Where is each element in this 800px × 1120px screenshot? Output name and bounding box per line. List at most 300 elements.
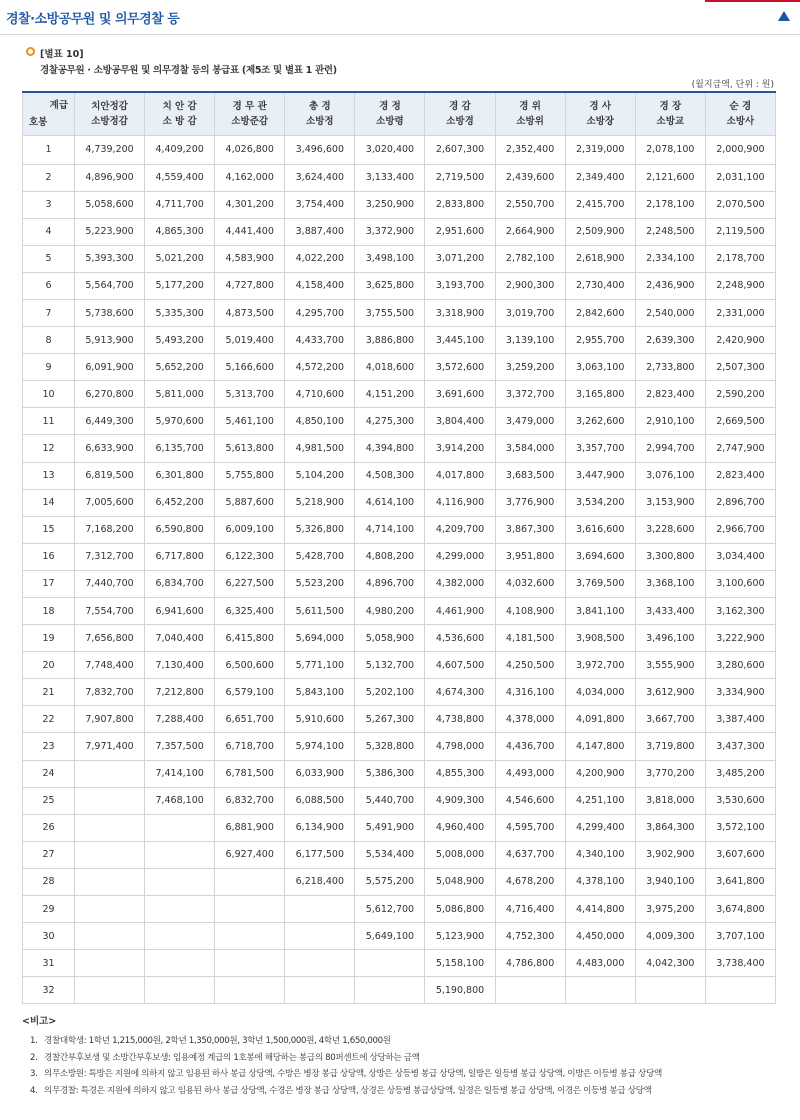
salary-cell: 5,058,600 bbox=[75, 191, 145, 218]
salary-cell: 2,078,100 bbox=[635, 135, 705, 164]
salary-cell: 2,607,300 bbox=[425, 135, 495, 164]
salary-cell: 5,313,700 bbox=[215, 381, 285, 408]
salary-cell: 4,009,300 bbox=[635, 923, 705, 950]
salary-cell: 5,461,100 bbox=[215, 408, 285, 435]
salary-cell: 4,026,800 bbox=[215, 135, 285, 164]
salary-cell: 4,158,400 bbox=[285, 272, 355, 299]
salary-cell: 2,823,400 bbox=[705, 462, 775, 489]
salary-cell: 7,130,400 bbox=[145, 652, 215, 679]
salary-cell: 4,981,500 bbox=[285, 435, 355, 462]
salary-cell: 7,288,400 bbox=[145, 706, 215, 733]
salary-cell: 4,873,500 bbox=[215, 299, 285, 326]
column-header bbox=[565, 92, 635, 135]
column-header-fire: 소방교 bbox=[656, 115, 685, 127]
notes-heading: <비고> bbox=[22, 1016, 57, 1027]
salary-cell bbox=[565, 977, 635, 1004]
salary-cell: 4,583,900 bbox=[215, 245, 285, 272]
salary-cell: 4,251,100 bbox=[565, 787, 635, 814]
salary-cell: 5,086,800 bbox=[425, 896, 495, 923]
table-row bbox=[23, 218, 776, 245]
table-row bbox=[23, 164, 776, 191]
salary-cell: 5,970,600 bbox=[145, 408, 215, 435]
salary-cell: 5,611,500 bbox=[285, 598, 355, 625]
salary-cell: 6,227,500 bbox=[215, 570, 285, 597]
salary-cell: 3,940,100 bbox=[635, 868, 705, 895]
salary-cell: 3,770,200 bbox=[635, 760, 705, 787]
salary-cell: 2,910,100 bbox=[635, 408, 705, 435]
note-item bbox=[30, 1034, 662, 1051]
salary-cell: 2,550,700 bbox=[495, 191, 565, 218]
salary-cell: 6,033,900 bbox=[285, 760, 355, 787]
salary-cell: 2,639,300 bbox=[635, 327, 705, 354]
column-header bbox=[635, 92, 705, 135]
accent-line bbox=[705, 0, 800, 2]
salary-cell: 5,123,900 bbox=[425, 923, 495, 950]
column-header bbox=[425, 92, 495, 135]
salary-cell: 3,447,900 bbox=[565, 462, 635, 489]
salary-cell: 3,372,700 bbox=[495, 381, 565, 408]
salary-cell bbox=[75, 896, 145, 923]
salary-cell bbox=[705, 977, 775, 1004]
salary-cell: 4,250,500 bbox=[495, 652, 565, 679]
step-cell: 7 bbox=[23, 299, 75, 326]
salary-cell: 3,867,300 bbox=[495, 516, 565, 543]
table-row bbox=[23, 814, 776, 841]
column-header bbox=[355, 92, 425, 135]
salary-cell: 3,100,600 bbox=[705, 570, 775, 597]
salary-cell bbox=[215, 896, 285, 923]
annex-label: [별표 10] bbox=[40, 49, 84, 60]
salary-cell: 2,842,600 bbox=[565, 299, 635, 326]
column-header-police: 치 안 감 bbox=[162, 100, 197, 112]
salary-cell: 3,262,600 bbox=[565, 408, 635, 435]
salary-cell: 4,710,600 bbox=[285, 381, 355, 408]
column-header-fire: 소방정감 bbox=[91, 115, 128, 127]
step-cell: 10 bbox=[23, 381, 75, 408]
column-header bbox=[495, 92, 565, 135]
salary-cell: 3,318,900 bbox=[425, 299, 495, 326]
salary-cell: 2,436,900 bbox=[635, 272, 705, 299]
salary-cell: 6,651,700 bbox=[215, 706, 285, 733]
salary-cell: 7,440,700 bbox=[75, 570, 145, 597]
salary-cell: 3,496,100 bbox=[635, 625, 705, 652]
salary-cell: 2,823,400 bbox=[635, 381, 705, 408]
salary-cell: 2,669,500 bbox=[705, 408, 775, 435]
salary-cell: 5,523,200 bbox=[285, 570, 355, 597]
salary-cell: 6,301,800 bbox=[145, 462, 215, 489]
salary-cell: 3,063,100 bbox=[565, 354, 635, 381]
salary-cell: 2,178,100 bbox=[635, 191, 705, 218]
salary-cell: 6,270,800 bbox=[75, 381, 145, 408]
column-header bbox=[215, 92, 285, 135]
salary-cell: 4,614,100 bbox=[355, 489, 425, 516]
salary-cell: 3,334,900 bbox=[705, 679, 775, 706]
salary-cell: 4,738,800 bbox=[425, 706, 495, 733]
salary-cell: 4,716,400 bbox=[495, 896, 565, 923]
salary-cell: 4,546,600 bbox=[495, 787, 565, 814]
salary-cell: 2,352,400 bbox=[495, 135, 565, 164]
salary-cell: 6,633,900 bbox=[75, 435, 145, 462]
column-header-police: 경 무 관 bbox=[232, 100, 267, 112]
salary-cell: 5,613,800 bbox=[215, 435, 285, 462]
step-cell: 11 bbox=[23, 408, 75, 435]
salary-cell: 2,509,900 bbox=[565, 218, 635, 245]
salary-cell bbox=[145, 896, 215, 923]
salary-cell: 5,335,300 bbox=[145, 299, 215, 326]
salary-cell: 6,218,400 bbox=[285, 868, 355, 895]
column-header bbox=[145, 92, 215, 135]
salary-cell bbox=[285, 896, 355, 923]
salary-cell: 6,091,900 bbox=[75, 354, 145, 381]
table-row bbox=[23, 435, 776, 462]
column-header-fire: 소 방 감 bbox=[162, 115, 197, 127]
salary-cell: 4,091,800 bbox=[565, 706, 635, 733]
salary-cell: 5,771,100 bbox=[285, 652, 355, 679]
salary-cell: 4,108,900 bbox=[495, 598, 565, 625]
salary-cell: 4,034,000 bbox=[565, 679, 635, 706]
salary-cell: 7,554,700 bbox=[75, 598, 145, 625]
table-row bbox=[23, 868, 776, 895]
salary-cell: 5,493,200 bbox=[145, 327, 215, 354]
step-cell: 25 bbox=[23, 787, 75, 814]
salary-cell: 2,733,800 bbox=[635, 354, 705, 381]
step-cell: 6 bbox=[23, 272, 75, 299]
column-header-fire: 소방장 bbox=[586, 115, 614, 127]
note-text: 의무경찰: 특경은 지원에 의하지 않고 임용된 하사 봉급 상당액, 수경은 병장 봉급 상당액, 상경은 상등병 봉급상당액, 일경은 일등병 봉급 상당액, 이경은 이등병 봉급 상당액 bbox=[44, 1085, 652, 1096]
salary-cell: 4,147,800 bbox=[565, 733, 635, 760]
step-cell: 31 bbox=[23, 950, 75, 977]
salary-cell: 2,248,500 bbox=[635, 218, 705, 245]
salary-cell: 4,678,200 bbox=[495, 868, 565, 895]
salary-cell: 3,864,300 bbox=[635, 814, 705, 841]
salary-cell: 3,887,400 bbox=[285, 218, 355, 245]
salary-cell: 5,491,900 bbox=[355, 814, 425, 841]
collapse-arrow-icon[interactable] bbox=[778, 11, 790, 21]
salary-cell: 7,212,800 bbox=[145, 679, 215, 706]
salary-cell: 4,151,200 bbox=[355, 381, 425, 408]
salary-cell: 2,896,700 bbox=[705, 489, 775, 516]
step-cell: 13 bbox=[23, 462, 75, 489]
step-cell: 14 bbox=[23, 489, 75, 516]
column-header-fire: 소방사 bbox=[726, 115, 755, 127]
salary-cell: 5,386,300 bbox=[355, 760, 425, 787]
salary-cell: 2,664,900 bbox=[495, 218, 565, 245]
salary-cell: 3,020,400 bbox=[355, 135, 425, 164]
salary-cell: 3,228,600 bbox=[635, 516, 705, 543]
salary-cell: 7,907,800 bbox=[75, 706, 145, 733]
salary-cell: 6,819,500 bbox=[75, 462, 145, 489]
salary-cell: 5,564,700 bbox=[75, 272, 145, 299]
column-header-police: 총 경 bbox=[308, 100, 331, 112]
salary-cell: 2,349,400 bbox=[565, 164, 635, 191]
column-header-police: 경 사 bbox=[589, 100, 612, 112]
salary-cell: 2,439,600 bbox=[495, 164, 565, 191]
salary-cell: 7,357,500 bbox=[145, 733, 215, 760]
salary-cell: 5,694,000 bbox=[285, 625, 355, 652]
salary-cell: 5,612,700 bbox=[355, 896, 425, 923]
salary-cell: 3,387,400 bbox=[705, 706, 775, 733]
salary-cell: 4,752,300 bbox=[495, 923, 565, 950]
salary-cell: 5,393,300 bbox=[75, 245, 145, 272]
salary-cell: 3,498,100 bbox=[355, 245, 425, 272]
salary-cell: 4,382,000 bbox=[425, 570, 495, 597]
salary-cell: 3,972,700 bbox=[565, 652, 635, 679]
salary-cell: 4,436,700 bbox=[495, 733, 565, 760]
step-cell: 22 bbox=[23, 706, 75, 733]
salary-cell: 5,132,700 bbox=[355, 652, 425, 679]
salary-cell: 2,319,000 bbox=[565, 135, 635, 164]
step-cell: 12 bbox=[23, 435, 75, 462]
table-row bbox=[23, 679, 776, 706]
salary-cell: 7,312,700 bbox=[75, 543, 145, 570]
salary-cell: 2,540,000 bbox=[635, 299, 705, 326]
step-cell: 28 bbox=[23, 868, 75, 895]
step-cell: 17 bbox=[23, 570, 75, 597]
salary-cell: 3,437,300 bbox=[705, 733, 775, 760]
salary-cell: 2,590,200 bbox=[705, 381, 775, 408]
salary-cell: 4,017,800 bbox=[425, 462, 495, 489]
step-cell: 18 bbox=[23, 598, 75, 625]
step-cell: 9 bbox=[23, 354, 75, 381]
salary-cell: 3,683,500 bbox=[495, 462, 565, 489]
note-item bbox=[30, 1067, 662, 1084]
salary-cell: 4,595,700 bbox=[495, 814, 565, 841]
salary-cell: 2,747,900 bbox=[705, 435, 775, 462]
salary-cell: 4,739,200 bbox=[75, 135, 145, 164]
table-row bbox=[23, 625, 776, 652]
salary-cell bbox=[285, 950, 355, 977]
salary-cell: 4,808,200 bbox=[355, 543, 425, 570]
salary-cell: 4,461,900 bbox=[425, 598, 495, 625]
salary-cell: 2,951,600 bbox=[425, 218, 495, 245]
salary-cell: 5,326,800 bbox=[285, 516, 355, 543]
column-header-police: 경 장 bbox=[659, 100, 682, 112]
salary-cell: 6,009,100 bbox=[215, 516, 285, 543]
salary-cell: 4,433,700 bbox=[285, 327, 355, 354]
salary-cell: 5,021,200 bbox=[145, 245, 215, 272]
table-row bbox=[23, 381, 776, 408]
salary-cell bbox=[285, 923, 355, 950]
step-cell: 8 bbox=[23, 327, 75, 354]
salary-cell: 2,900,300 bbox=[495, 272, 565, 299]
salary-cell bbox=[285, 977, 355, 1004]
table-row bbox=[23, 706, 776, 733]
salary-cell: 4,850,100 bbox=[285, 408, 355, 435]
salary-cell: 4,607,500 bbox=[425, 652, 495, 679]
salary-cell: 5,913,900 bbox=[75, 327, 145, 354]
top-bar bbox=[0, 0, 800, 35]
step-cell: 3 bbox=[23, 191, 75, 218]
salary-cell: 4,275,300 bbox=[355, 408, 425, 435]
note-text: 의무소방원: 특방은 지원에 의하지 않고 임용된 하사 봉급 상당액, 수방은 병장 봉급 상당액, 상방은 상등병 봉급 상당액, 일방은 일등병 봉급 상당액, 이방은 이등병 봉급 상당액 bbox=[44, 1069, 662, 1079]
salary-cell: 6,590,800 bbox=[145, 516, 215, 543]
page-title: 경찰·소방공무원 및 의무경찰 등 bbox=[6, 12, 180, 27]
salary-cell: 5,104,200 bbox=[285, 462, 355, 489]
salary-cell: 2,178,700 bbox=[705, 245, 775, 272]
salary-cell: 6,941,600 bbox=[145, 598, 215, 625]
salary-cell: 5,048,900 bbox=[425, 868, 495, 895]
salary-cell: 4,162,000 bbox=[215, 164, 285, 191]
corner-header bbox=[23, 92, 75, 135]
step-cell: 1 bbox=[23, 135, 75, 164]
salary-cell: 3,259,200 bbox=[495, 354, 565, 381]
salary-cell: 3,071,200 bbox=[425, 245, 495, 272]
salary-cell: 3,250,900 bbox=[355, 191, 425, 218]
salary-cell: 2,782,100 bbox=[495, 245, 565, 272]
column-header-fire: 소방령 bbox=[376, 115, 404, 127]
salary-cell: 3,530,600 bbox=[705, 787, 775, 814]
salary-cell bbox=[75, 760, 145, 787]
salary-cell: 3,975,200 bbox=[635, 896, 705, 923]
salary-cell: 7,005,600 bbox=[75, 489, 145, 516]
salary-cell: 3,707,100 bbox=[705, 923, 775, 950]
step-cell: 19 bbox=[23, 625, 75, 652]
salary-cell: 3,193,700 bbox=[425, 272, 495, 299]
salary-cell: 3,624,400 bbox=[285, 164, 355, 191]
salary-cell: 3,280,600 bbox=[705, 652, 775, 679]
salary-cell: 4,909,300 bbox=[425, 787, 495, 814]
salary-cell: 5,649,100 bbox=[355, 923, 425, 950]
salary-cell: 4,340,100 bbox=[565, 841, 635, 868]
salary-cell: 2,334,100 bbox=[635, 245, 705, 272]
unit-note: (월지급액, 단위 : 원) bbox=[691, 80, 774, 90]
salary-cell: 3,674,800 bbox=[705, 896, 775, 923]
salary-cell bbox=[75, 814, 145, 841]
table-row bbox=[23, 272, 776, 299]
step-cell: 16 bbox=[23, 543, 75, 570]
salary-cell: 3,034,400 bbox=[705, 543, 775, 570]
salary-cell: 5,328,800 bbox=[355, 733, 425, 760]
salary-cell: 5,166,600 bbox=[215, 354, 285, 381]
step-cell: 5 bbox=[23, 245, 75, 272]
salary-cell: 4,181,500 bbox=[495, 625, 565, 652]
salary-cell: 5,058,900 bbox=[355, 625, 425, 652]
salary-cell: 7,040,400 bbox=[145, 625, 215, 652]
salary-cell: 3,914,200 bbox=[425, 435, 495, 462]
salary-cell: 6,579,100 bbox=[215, 679, 285, 706]
salary-cell: 2,833,800 bbox=[425, 191, 495, 218]
salary-cell: 6,781,500 bbox=[215, 760, 285, 787]
table-row bbox=[23, 408, 776, 435]
salary-cell bbox=[215, 868, 285, 895]
salary-cell: 3,534,200 bbox=[565, 489, 635, 516]
salary-cell: 3,667,700 bbox=[635, 706, 705, 733]
salary-cell: 3,555,900 bbox=[635, 652, 705, 679]
salary-cell: 5,910,600 bbox=[285, 706, 355, 733]
salary-cell: 4,980,200 bbox=[355, 598, 425, 625]
salary-cell: 4,674,300 bbox=[425, 679, 495, 706]
step-cell: 26 bbox=[23, 814, 75, 841]
salary-cell: 3,372,900 bbox=[355, 218, 425, 245]
column-header-fire: 소방위 bbox=[516, 115, 544, 127]
salary-cell bbox=[495, 977, 565, 1004]
salary-cell: 6,415,800 bbox=[215, 625, 285, 652]
salary-cell: 4,855,300 bbox=[425, 760, 495, 787]
salary-cell: 4,316,100 bbox=[495, 679, 565, 706]
table-row bbox=[23, 570, 776, 597]
salary-cell: 4,786,800 bbox=[495, 950, 565, 977]
salary-cell: 2,507,300 bbox=[705, 354, 775, 381]
salary-cell: 4,409,200 bbox=[145, 135, 215, 164]
salary-cell: 5,177,200 bbox=[145, 272, 215, 299]
salary-cell: 5,440,700 bbox=[355, 787, 425, 814]
salary-cell: 5,887,600 bbox=[215, 489, 285, 516]
salary-cell: 5,755,800 bbox=[215, 462, 285, 489]
salary-cell: 4,508,300 bbox=[355, 462, 425, 489]
salary-cell: 3,754,400 bbox=[285, 191, 355, 218]
column-header bbox=[705, 92, 775, 135]
salary-cell: 5,202,100 bbox=[355, 679, 425, 706]
salary-cell: 2,955,700 bbox=[565, 327, 635, 354]
salary-cell: 6,718,700 bbox=[215, 733, 285, 760]
salary-cell: 4,394,800 bbox=[355, 435, 425, 462]
salary-cell: 3,572,600 bbox=[425, 354, 495, 381]
salary-cell: 5,843,100 bbox=[285, 679, 355, 706]
salary-cell bbox=[145, 977, 215, 1004]
salary-cell: 6,325,400 bbox=[215, 598, 285, 625]
salary-cell: 2,031,100 bbox=[705, 164, 775, 191]
step-axis-label: 호봉 bbox=[29, 116, 48, 128]
salary-cell bbox=[215, 923, 285, 950]
column-header-fire: 소방정 bbox=[306, 115, 334, 127]
salary-cell: 3,769,500 bbox=[565, 570, 635, 597]
step-cell: 4 bbox=[23, 218, 75, 245]
salary-cell: 4,299,400 bbox=[565, 814, 635, 841]
salary-cell: 3,479,000 bbox=[495, 408, 565, 435]
salary-cell bbox=[215, 950, 285, 977]
note-number: 1. bbox=[30, 1036, 38, 1046]
step-cell: 21 bbox=[23, 679, 75, 706]
step-cell: 15 bbox=[23, 516, 75, 543]
salary-cell: 6,927,400 bbox=[215, 841, 285, 868]
salary-cell: 5,652,200 bbox=[145, 354, 215, 381]
table-row bbox=[23, 977, 776, 1004]
table-row bbox=[23, 327, 776, 354]
salary-cell: 4,301,200 bbox=[215, 191, 285, 218]
note-number: 4. bbox=[30, 1085, 38, 1096]
salary-cell bbox=[635, 977, 705, 1004]
salary-cell: 4,032,600 bbox=[495, 570, 565, 597]
salary-cell: 3,804,400 bbox=[425, 408, 495, 435]
salary-cell: 7,832,700 bbox=[75, 679, 145, 706]
salary-cell bbox=[75, 787, 145, 814]
step-cell: 23 bbox=[23, 733, 75, 760]
salary-cell: 4,896,900 bbox=[75, 164, 145, 191]
salary-cell: 4,441,400 bbox=[215, 218, 285, 245]
table-row bbox=[23, 245, 776, 272]
salary-cell: 7,468,100 bbox=[145, 787, 215, 814]
salary-cell: 4,798,000 bbox=[425, 733, 495, 760]
salary-cell: 2,248,900 bbox=[705, 272, 775, 299]
grade-axis-label: 계급 bbox=[49, 100, 68, 111]
salary-cell: 7,748,400 bbox=[75, 652, 145, 679]
salary-cell bbox=[355, 977, 425, 1004]
salary-cell bbox=[145, 950, 215, 977]
table-row bbox=[23, 923, 776, 950]
table-row bbox=[23, 489, 776, 516]
salary-cell: 5,534,400 bbox=[355, 841, 425, 868]
salary-cell: 3,607,600 bbox=[705, 841, 775, 868]
salary-cell: 3,485,200 bbox=[705, 760, 775, 787]
salary-cell bbox=[75, 950, 145, 977]
table-row bbox=[23, 299, 776, 326]
salary-cell: 5,190,800 bbox=[425, 977, 495, 1004]
salary-cell: 5,008,000 bbox=[425, 841, 495, 868]
salary-cell: 5,811,000 bbox=[145, 381, 215, 408]
salary-cell: 3,139,100 bbox=[495, 327, 565, 354]
salary-cell: 3,902,900 bbox=[635, 841, 705, 868]
note-text: 경찰대학생: 1학년 1,215,000원, 2학년 1,350,000원, 3학년 1,500,000원, 4학년 1,650,000원 bbox=[44, 1036, 391, 1046]
